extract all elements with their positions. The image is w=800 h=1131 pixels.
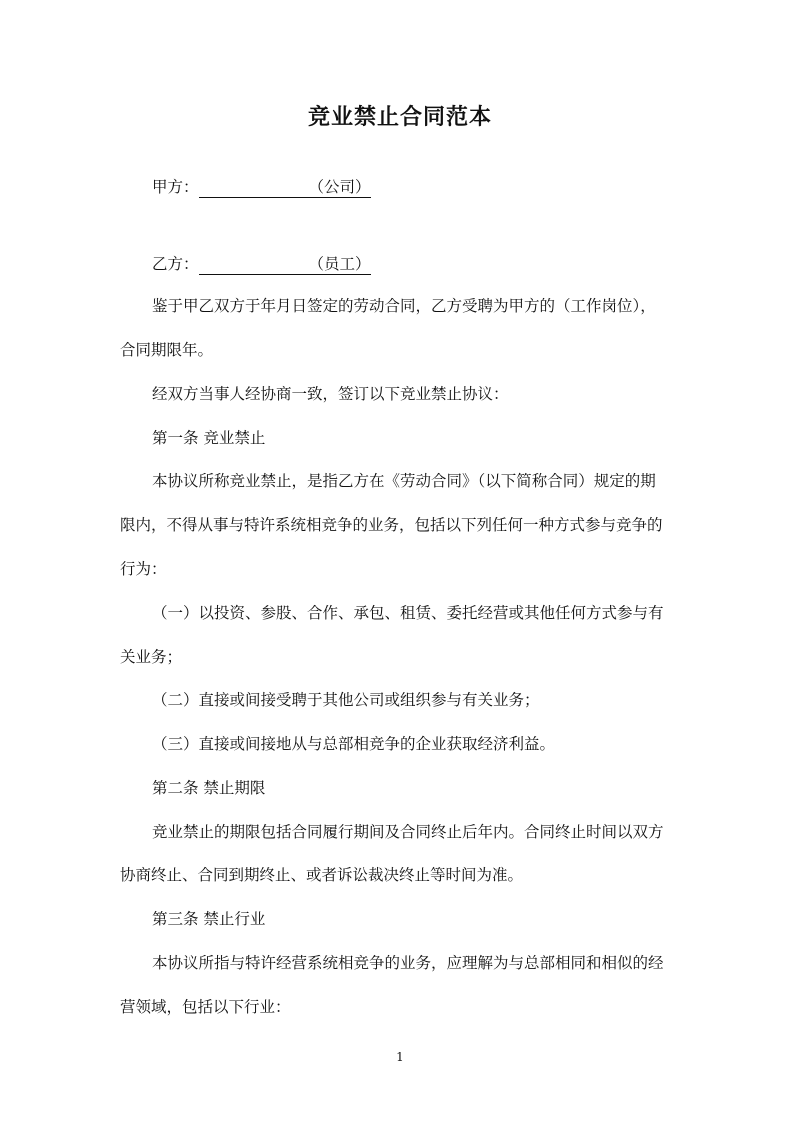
party-b-line	[152, 253, 692, 275]
article-heading: 第三条 禁止行业	[152, 910, 266, 928]
list-item: （一）以投资、参股、合作、承包、租赁、委托经营或其他任何方式参与有	[152, 604, 664, 622]
paragraph-line: 本协议所指与特许经营系统相竞争的业务，应理解为与总部相同和相似的经	[152, 954, 664, 972]
list-item: （三）直接或间接地从与总部相竞争的企业获取经济利益。	[152, 735, 556, 753]
paragraph-line: 经双方当事人经协商一致，签订以下竞业禁止协议：	[152, 385, 509, 403]
list-item: （二）直接或间接受聘于其他公司或组织参与有关业务；	[152, 691, 540, 709]
paragraph-line: 协商终止、合同到期终止、或者诉讼裁决终止等时间为准。	[120, 866, 524, 884]
document-title: 竞业禁止合同范本	[307, 105, 492, 130]
paragraph-line: 竞业禁止的期限包括合同履行期间及合同终止后年内。合同终止时间以双方	[152, 823, 664, 841]
party-a-line	[152, 176, 692, 198]
paragraph-line: 关业务；	[120, 648, 183, 666]
party-b-blank	[199, 255, 371, 275]
article-heading: 第二条 禁止期限	[152, 779, 266, 797]
party-a-type: （公司）	[308, 178, 371, 196]
party-b-label: 乙方：	[152, 255, 199, 273]
party-b-type: （员工）	[308, 255, 371, 273]
paragraph-line: 合同期限年。	[120, 341, 214, 359]
party-a-blank	[199, 178, 371, 198]
paragraph-line: 限内，不得从事与特许系统相竞争的业务，包括以下列任何一种方式参与竞争的	[120, 516, 663, 534]
paragraph-line: 本协议所称竞业禁止，是指乙方在《劳动合同》（以下简称合同）规定的期	[152, 472, 656, 490]
article-heading: 第一条 竞业禁止	[152, 429, 266, 447]
page-number: 1	[396, 1050, 404, 1064]
paragraph-line: 鉴于甲乙双方于年月日签定的劳动合同，乙方受聘为甲方的（工作岗位），	[152, 297, 656, 315]
paragraph-line: 营领域，包括以下行业：	[120, 998, 291, 1016]
paragraph-line: 行为：	[120, 560, 167, 578]
party-a-label: 甲方：	[152, 178, 199, 196]
